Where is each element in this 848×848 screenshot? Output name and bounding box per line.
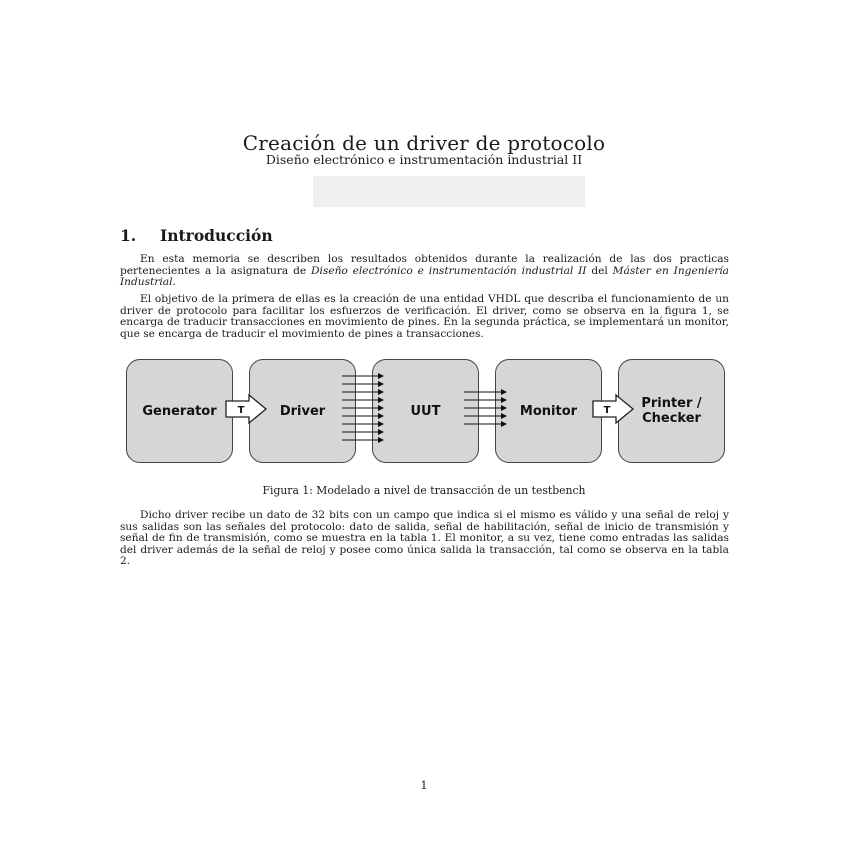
generator-block: Generator [126, 359, 233, 463]
subject-name: Diseño electrónico e instrumentación industrial II [311, 264, 587, 277]
uut-block: UUT [372, 359, 479, 463]
paragraph-objective: El objetivo de la primera de ellas es la creación de una entidad VHDL que describa el funcionamiento de un driver de protocolo para facilitar los esfuerzos de verificación. El driver, como se observa en la figura 1, se encarga de traducir transacciones en movimiento de pines. En la segunda práctica, se implementará un monitor, que se encarga de traducir el movimiento de pines a transacciones. [120, 293, 729, 340]
paragraph-intro [120, 254, 729, 289]
section-title: Introducción [160, 226, 273, 245]
checker-label: Checker [642, 411, 701, 426]
figure-caption: Figura 1: Modelado a nivel de transacción de un testbench [262, 484, 586, 497]
paragraph-intro-text-b: del [586, 264, 613, 277]
testbench-figure [120, 354, 729, 472]
degree-name: Máster en Ingeniería Industrial [120, 264, 729, 288]
printer-label: Printer / [641, 396, 702, 411]
paragraph-driver-description: Dicho driver recibe un dato de 32 bits con un campo que indica si el mismo es válido y una señal de reloj y sus salidas son las señales del protocolo: dato de salida, señal de habilitación, señal de inicio de transmisión y señal de fin de transmisión, como se muestra en la tabla 1. El monitor, a su vez, tiene como entradas las salidas del driver además de la señal de reloj y posee como única salida la transacción, tal como se observa en la tabla 2. [120, 509, 729, 567]
pin-arrows-driver-uut [342, 376, 383, 440]
paragraph-intro-text-c: . [172, 276, 176, 288]
document-title: Creación de un driver de protocolo [242, 131, 606, 155]
section-heading [120, 226, 273, 245]
transaction-arrow-monitor-printer [593, 395, 633, 423]
author-placeholder-box [313, 176, 585, 207]
document-subtitle: Diseño electrónico e instrumentación industrial II [265, 152, 583, 167]
pin-arrows-uut-monitor [464, 392, 506, 424]
monitor-block: Monitor [495, 359, 602, 463]
section-number: 1. [120, 226, 137, 245]
transaction-label-2: T [603, 405, 611, 416]
figure-connectors [120, 354, 729, 472]
paragraph-intro-text-a: En esta memoria se describen los resultados obtenidos durante la realización de las dos practicas pertenecientes a la asignatura de [120, 253, 729, 277]
page-number: 1 [420, 779, 428, 792]
transaction-label-1: T [237, 405, 245, 416]
transaction-arrow-generator-driver [226, 395, 266, 423]
driver-block: Driver [249, 359, 356, 463]
